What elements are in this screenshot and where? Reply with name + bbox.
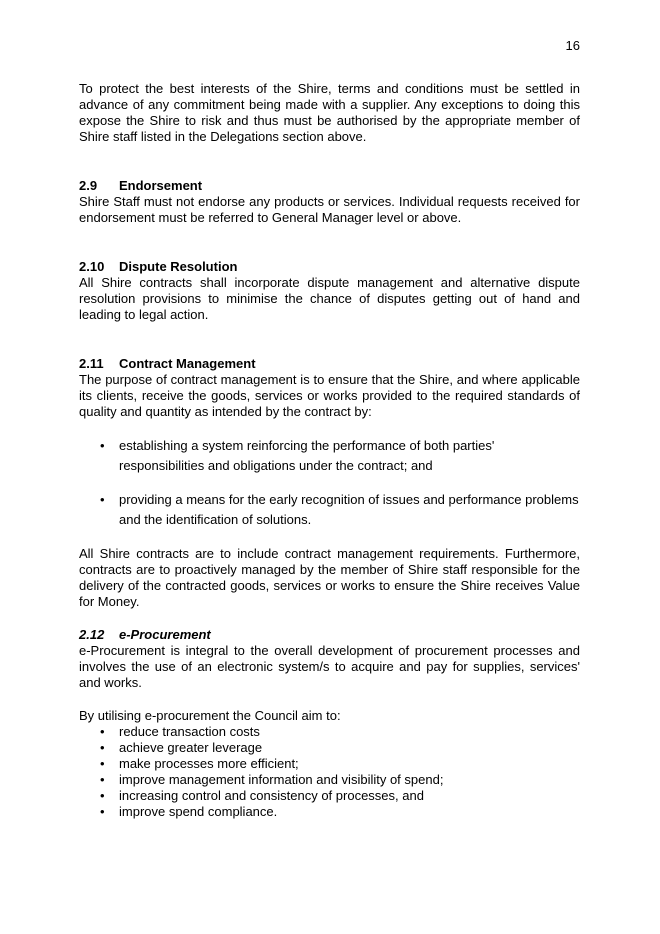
section-title: Dispute Resolution xyxy=(119,259,238,274)
section-number: 2.12 xyxy=(79,627,105,642)
section-heading-contract-management xyxy=(79,356,580,372)
dispute-paragraph: All Shire contracts shall incorporate dispute management and alternative dispute resolution provisions to minimise the chance of disputes getting out of hand and leading to legal action. xyxy=(79,275,580,322)
list-item: • providing a means for the early recognition of issues and performance problems and the identification of solutions. xyxy=(100,492,579,527)
bullet-icon: • xyxy=(100,788,105,803)
eproc-lead-paragraph: By utilising e-procurement the Council aim to: xyxy=(79,708,341,723)
section-heading-dispute-resolution xyxy=(79,259,580,275)
eproc-paragraph: e-Procurement is integral to the overall development of procurement processes and involves the use of an electronic system/s to acquire and pay for supplies, services' and works. xyxy=(79,643,580,690)
bullet-icon: • xyxy=(100,724,105,739)
list-item: • increasing control and consistency of processes, and xyxy=(100,788,424,803)
section-heading-endorsement xyxy=(79,178,580,194)
section-number: 2.9 xyxy=(79,178,98,193)
list-item: • establishing a system reinforcing the performance of both parties' responsibilities and obligations under the contract; and xyxy=(100,438,495,473)
bullet-icon: • xyxy=(100,772,105,787)
list-item: • improve management information and visibility of spend; xyxy=(100,772,444,787)
bullet-icon: • xyxy=(100,756,105,771)
section-title: Contract Management xyxy=(119,356,256,371)
section-heading-e-procurement xyxy=(79,627,580,643)
list-item: • achieve greater leverage xyxy=(100,740,263,755)
bullet-icon: • xyxy=(100,804,105,819)
page-number: 16 xyxy=(565,38,580,53)
list-item: • improve spend compliance. xyxy=(100,804,278,819)
section-title: Endorsement xyxy=(119,178,203,193)
contract-bullet-list xyxy=(79,436,580,530)
list-item: • reduce transaction costs xyxy=(100,724,260,739)
section-title: e-Procurement xyxy=(119,627,211,642)
section-number: 2.11 xyxy=(79,356,104,371)
contract-paragraph: The purpose of contract management is to ensure that the Shire, and where applicable its clients, receive the goods, services or works provided to the required standards of quality and quantity as intended by the contract by: xyxy=(79,372,580,419)
contract-closing-paragraph: All Shire contracts are to include contract management requirements. Furthermore, contracts are to proactively managed by the member of Shire staff responsible for the delivery of the contracted goods, services or works to ensure the Shire receives Value for Money. xyxy=(79,546,580,609)
bullet-icon: • xyxy=(100,492,105,507)
section-number: 2.10 xyxy=(79,259,105,274)
eproc-bullet-list xyxy=(79,724,580,820)
list-item: • make processes more efficient; xyxy=(100,756,299,771)
bullet-icon: • xyxy=(100,740,105,755)
bullet-icon: • xyxy=(100,438,105,453)
endorsement-paragraph: Shire Staff must not endorse any products or services. Individual requests received for endorsement must be referred to General Manager level or above. xyxy=(79,194,580,225)
page-content xyxy=(79,81,580,820)
intro-paragraph: To protect the best interests of the Shire, terms and conditions must be settled in advance of any commitment being made with a supplier. Any exceptions to doing this expose the Shire to risk and thus must be authorised by the appropriate member of Shire staff listed in the Delegations section above. xyxy=(79,81,580,144)
